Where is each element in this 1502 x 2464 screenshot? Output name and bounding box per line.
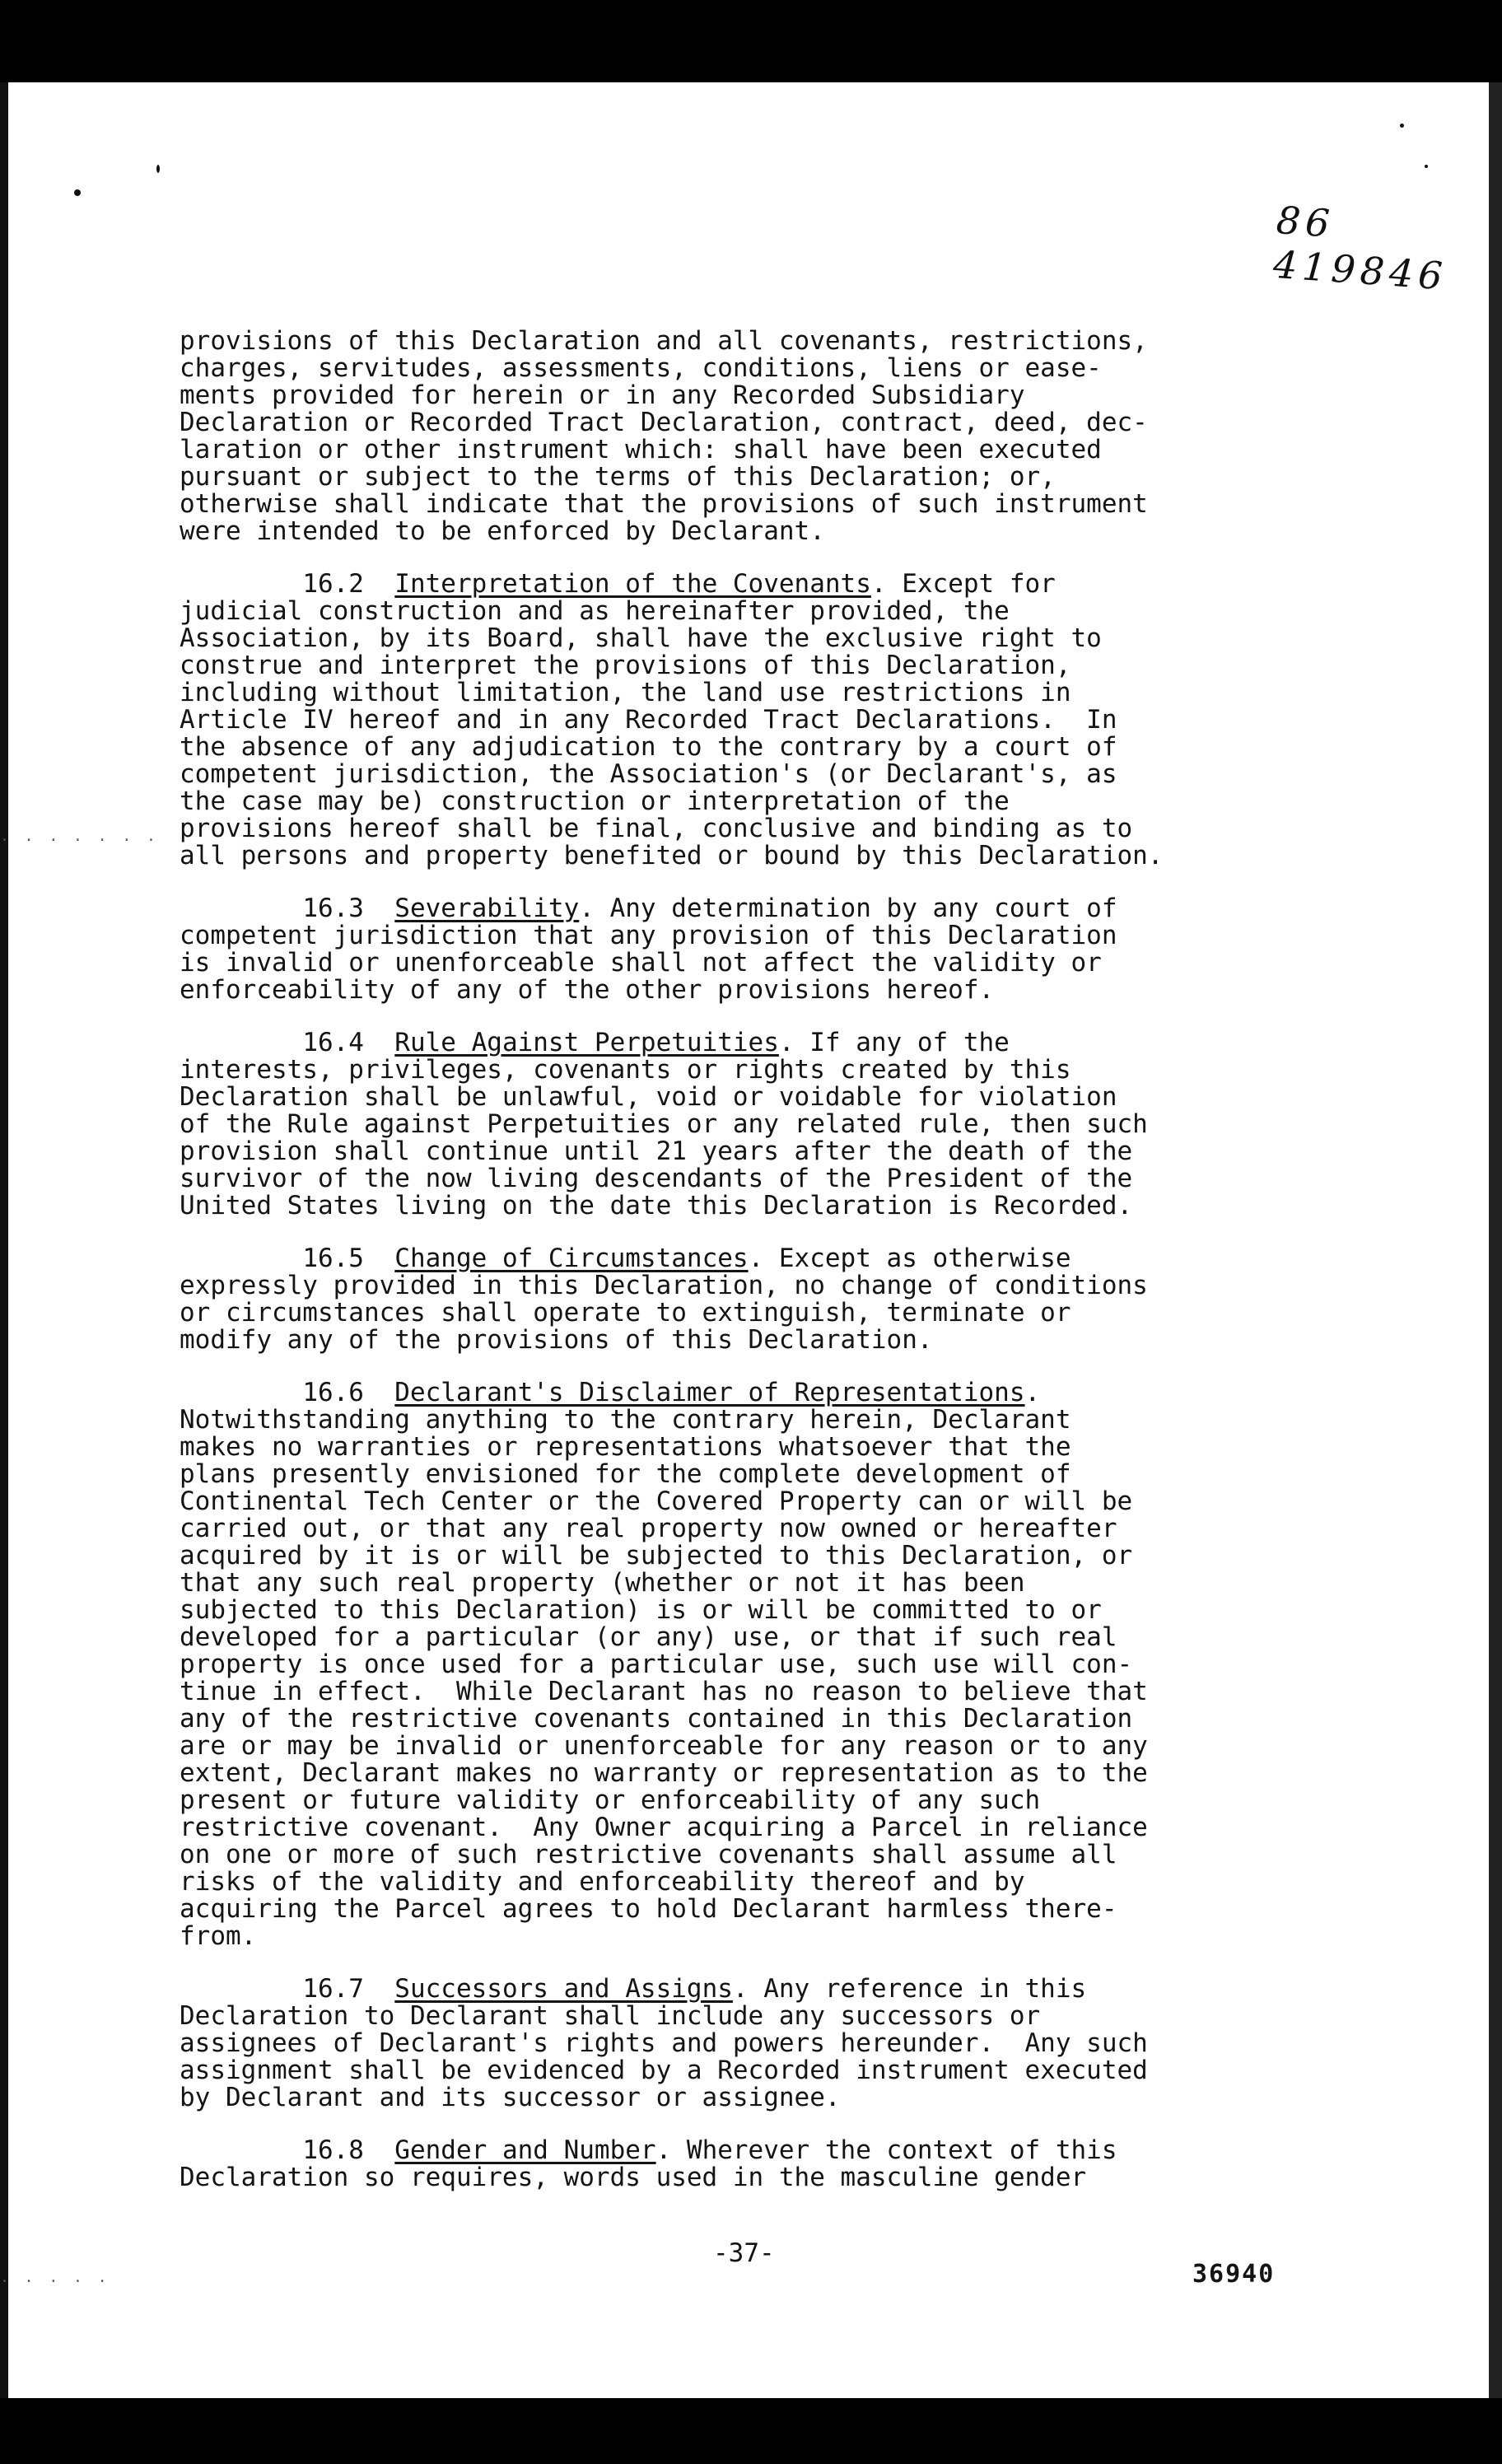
text-line: charges, servitudes, assessments, conditions, liens or ease- bbox=[180, 353, 1102, 383]
text-line: by Declarant and its successor or assignee. bbox=[180, 2083, 841, 2112]
section-16-6 bbox=[180, 1379, 1349, 1950]
text-line: laration or other instrument which: shall have been executed bbox=[180, 435, 1102, 464]
section-first-line-text: . Any reference in this bbox=[732, 1974, 1087, 2004]
section-heading: Rule Against Perpetuities bbox=[394, 1028, 779, 1057]
section-16-3 bbox=[180, 895, 1349, 1004]
text-line: survivor of the now living descendants of the President of the bbox=[180, 1164, 1133, 1193]
text-line: tinue in effect. While Declarant has no reason to believe that bbox=[180, 1677, 1148, 1706]
text-line: restrictive covenant. Any Owner acquiring a Parcel in reliance bbox=[180, 1813, 1148, 1842]
section-first-line-text: . Except as otherwise bbox=[748, 1244, 1071, 1273]
text-line: carried out, or that any real property now owned or hereafter bbox=[180, 1514, 1117, 1543]
scan-speck bbox=[1425, 165, 1428, 168]
section-heading: Declarant's Disclaimer of Representations bbox=[394, 1378, 1025, 1407]
text-line: provision shall continue until 21 years after the death of the bbox=[180, 1136, 1133, 1166]
section-first-line bbox=[180, 895, 1349, 922]
section-16-7 bbox=[180, 1976, 1349, 2112]
text-line: property is once used for a particular use, such use will con- bbox=[180, 1650, 1133, 1679]
text-line: otherwise shall indicate that the provisions of such instrument bbox=[180, 489, 1148, 519]
text-line: Continental Tech Center or the Covered Property can or will be bbox=[180, 1486, 1133, 1516]
section-number: 16.7 bbox=[302, 1974, 364, 2004]
text-line: Declaration or Recorded Tract Declaration, contract, deed, dec- bbox=[180, 408, 1148, 437]
text-line: on one or more of such restrictive covenants shall assume all bbox=[180, 1840, 1117, 1869]
section-number: 16.3 bbox=[302, 894, 364, 923]
section-number: 16.5 bbox=[302, 1244, 364, 1273]
scan-speck bbox=[74, 189, 81, 196]
text-line: modify any of the provisions of this Declaration. bbox=[180, 1325, 933, 1355]
document-body bbox=[180, 328, 1349, 2217]
section-heading: Interpretation of the Covenants bbox=[394, 569, 871, 599]
text-line: assignees of Declarant's rights and powers hereunder. Any such bbox=[180, 2028, 1148, 2058]
text-line: that any such real property (whether or not it has been bbox=[180, 1568, 1025, 1598]
text-line: plans presently envisioned for the complete development of bbox=[180, 1459, 1071, 1489]
text-line: Association, by its Board, shall have the exclusive right to bbox=[180, 623, 1102, 653]
section-heading: Severability bbox=[394, 894, 580, 923]
text-line: Declaration to Declarant shall include any successors or bbox=[180, 2001, 1041, 2031]
text-line: makes no warranties or representations whatsoever that the bbox=[180, 1432, 1071, 1462]
section-first-line-text: . Any determination by any court of bbox=[579, 894, 1117, 923]
text-line: Notwithstanding anything to the contrary herein, Declarant bbox=[180, 1405, 1071, 1435]
text-line: pursuant or subject to the terms of this Declaration; or, bbox=[180, 462, 1056, 492]
text-line: developed for a particular (or any) use, or that if such real bbox=[180, 1622, 1117, 1652]
text-line: any of the restrictive covenants contained in this Declaration bbox=[180, 1704, 1133, 1734]
text-line: including without limitation, the land use restrictions in bbox=[180, 678, 1071, 707]
section-first-line bbox=[180, 1029, 1349, 1057]
section-number: 16.4 bbox=[302, 1028, 364, 1057]
text-line: competent jurisdiction that any provision of this Declaration bbox=[180, 921, 1117, 950]
text-line: Declaration shall be unlawful, void or voidable for violation bbox=[180, 1082, 1117, 1112]
section-16-2 bbox=[180, 571, 1349, 870]
section-first-line bbox=[180, 1976, 1349, 2003]
text-line: present or future validity or enforceability of any such bbox=[180, 1785, 1041, 1815]
section-number: 16.2 bbox=[302, 569, 364, 599]
section-heading: Gender and Number bbox=[394, 2135, 656, 2165]
text-line: United States living on the date this Declaration is Recorded. bbox=[180, 1191, 1133, 1220]
section-16-4 bbox=[180, 1029, 1349, 1220]
section-number: 16.8 bbox=[302, 2135, 364, 2165]
recording-file-number: 86 419846 bbox=[1271, 198, 1449, 299]
text-line: of the Rule against Perpetuities or any related rule, then such bbox=[180, 1109, 1148, 1139]
document-code: 36940 bbox=[1192, 2260, 1276, 2289]
text-line: acquired by it is or will be subjected to this Declaration, or bbox=[180, 1541, 1133, 1570]
scan-border-top bbox=[0, 0, 1502, 82]
section-first-line bbox=[180, 1379, 1349, 1407]
text-line: enforceability of any of the other provisions hereof. bbox=[180, 975, 995, 1005]
section-16-5 bbox=[180, 1245, 1349, 1354]
text-line: interests, privileges, covenants or rights created by this bbox=[180, 1055, 1071, 1085]
section-first-line-text: . bbox=[1024, 1378, 1041, 1407]
scan-border-left bbox=[0, 82, 8, 2398]
text-line: provisions of this Declaration and all covenants, restrictions, bbox=[180, 326, 1148, 356]
page-number: -37- bbox=[713, 2238, 775, 2268]
text-line: from. bbox=[180, 1921, 257, 1951]
text-line: the absence of any adjudication to the contrary by a court of bbox=[180, 732, 1117, 762]
margin-marks: · · · · · · · bbox=[0, 832, 159, 849]
section-first-line-text: . If any of the bbox=[778, 1028, 1010, 1057]
section-heading: Successors and Assigns bbox=[394, 1974, 733, 2004]
intro-paragraph bbox=[180, 328, 1349, 545]
text-line: judicial construction and as hereinafter provided, the bbox=[180, 596, 1010, 626]
text-line: are or may be invalid or unenforceable for any reason or to any bbox=[180, 1731, 1148, 1761]
sections-container bbox=[180, 571, 1349, 2191]
text-line: Declaration so requires, words used in the masculine gender bbox=[180, 2163, 1087, 2192]
text-line: provisions hereof shall be final, conclusive and binding as to bbox=[180, 814, 1133, 843]
scan-speck bbox=[1400, 124, 1404, 128]
section-heading: Change of Circumstances bbox=[394, 1244, 749, 1273]
text-line: subjected to this Declaration) is or will be committed to or bbox=[180, 1595, 1102, 1625]
section-first-line bbox=[180, 2137, 1349, 2164]
text-line: ments provided for herein or in any Recorded Subsidiary bbox=[180, 380, 1025, 410]
text-line: competent jurisdiction, the Association's (or Declarant's, as bbox=[180, 759, 1117, 789]
section-first-line bbox=[180, 571, 1349, 598]
text-line: Article IV hereof and in any Recorded Tract Declarations. In bbox=[180, 705, 1117, 735]
scan-border-right bbox=[1489, 82, 1502, 2398]
section-first-line-text: . Except for bbox=[870, 569, 1056, 599]
section-first-line bbox=[180, 1245, 1349, 1272]
margin-marks: · · · · · bbox=[0, 2273, 110, 2290]
text-line: assignment shall be evidenced by a Recorded instrument executed bbox=[180, 2056, 1148, 2085]
text-line: all persons and property benefited or bound by this Declaration. bbox=[180, 841, 1164, 870]
text-line: acquiring the Parcel agrees to hold Declarant harmless there- bbox=[180, 1894, 1117, 1924]
text-line: or circumstances shall operate to extinguish, terminate or bbox=[180, 1298, 1071, 1328]
text-line: risks of the validity and enforceability thereof and by bbox=[180, 1867, 1025, 1897]
scan-border-bottom bbox=[0, 2398, 1502, 2464]
section-first-line-text: . Wherever the context of this bbox=[655, 2135, 1117, 2165]
text-line: the case may be) construction or interpretation of the bbox=[180, 786, 1010, 816]
text-line: were intended to be enforced by Declarant. bbox=[180, 516, 825, 546]
scan-speck bbox=[156, 165, 160, 173]
section-number: 16.6 bbox=[302, 1378, 364, 1407]
text-line: construe and interpret the provisions of this Declaration, bbox=[180, 651, 1071, 680]
text-line: is invalid or unenforceable shall not affect the validity or bbox=[180, 948, 1102, 978]
section-16-8 bbox=[180, 2137, 1349, 2191]
text-line: expressly provided in this Declaration, no change of conditions bbox=[180, 1271, 1148, 1300]
text-line: extent, Declarant makes no warranty or representation as to the bbox=[180, 1758, 1148, 1788]
